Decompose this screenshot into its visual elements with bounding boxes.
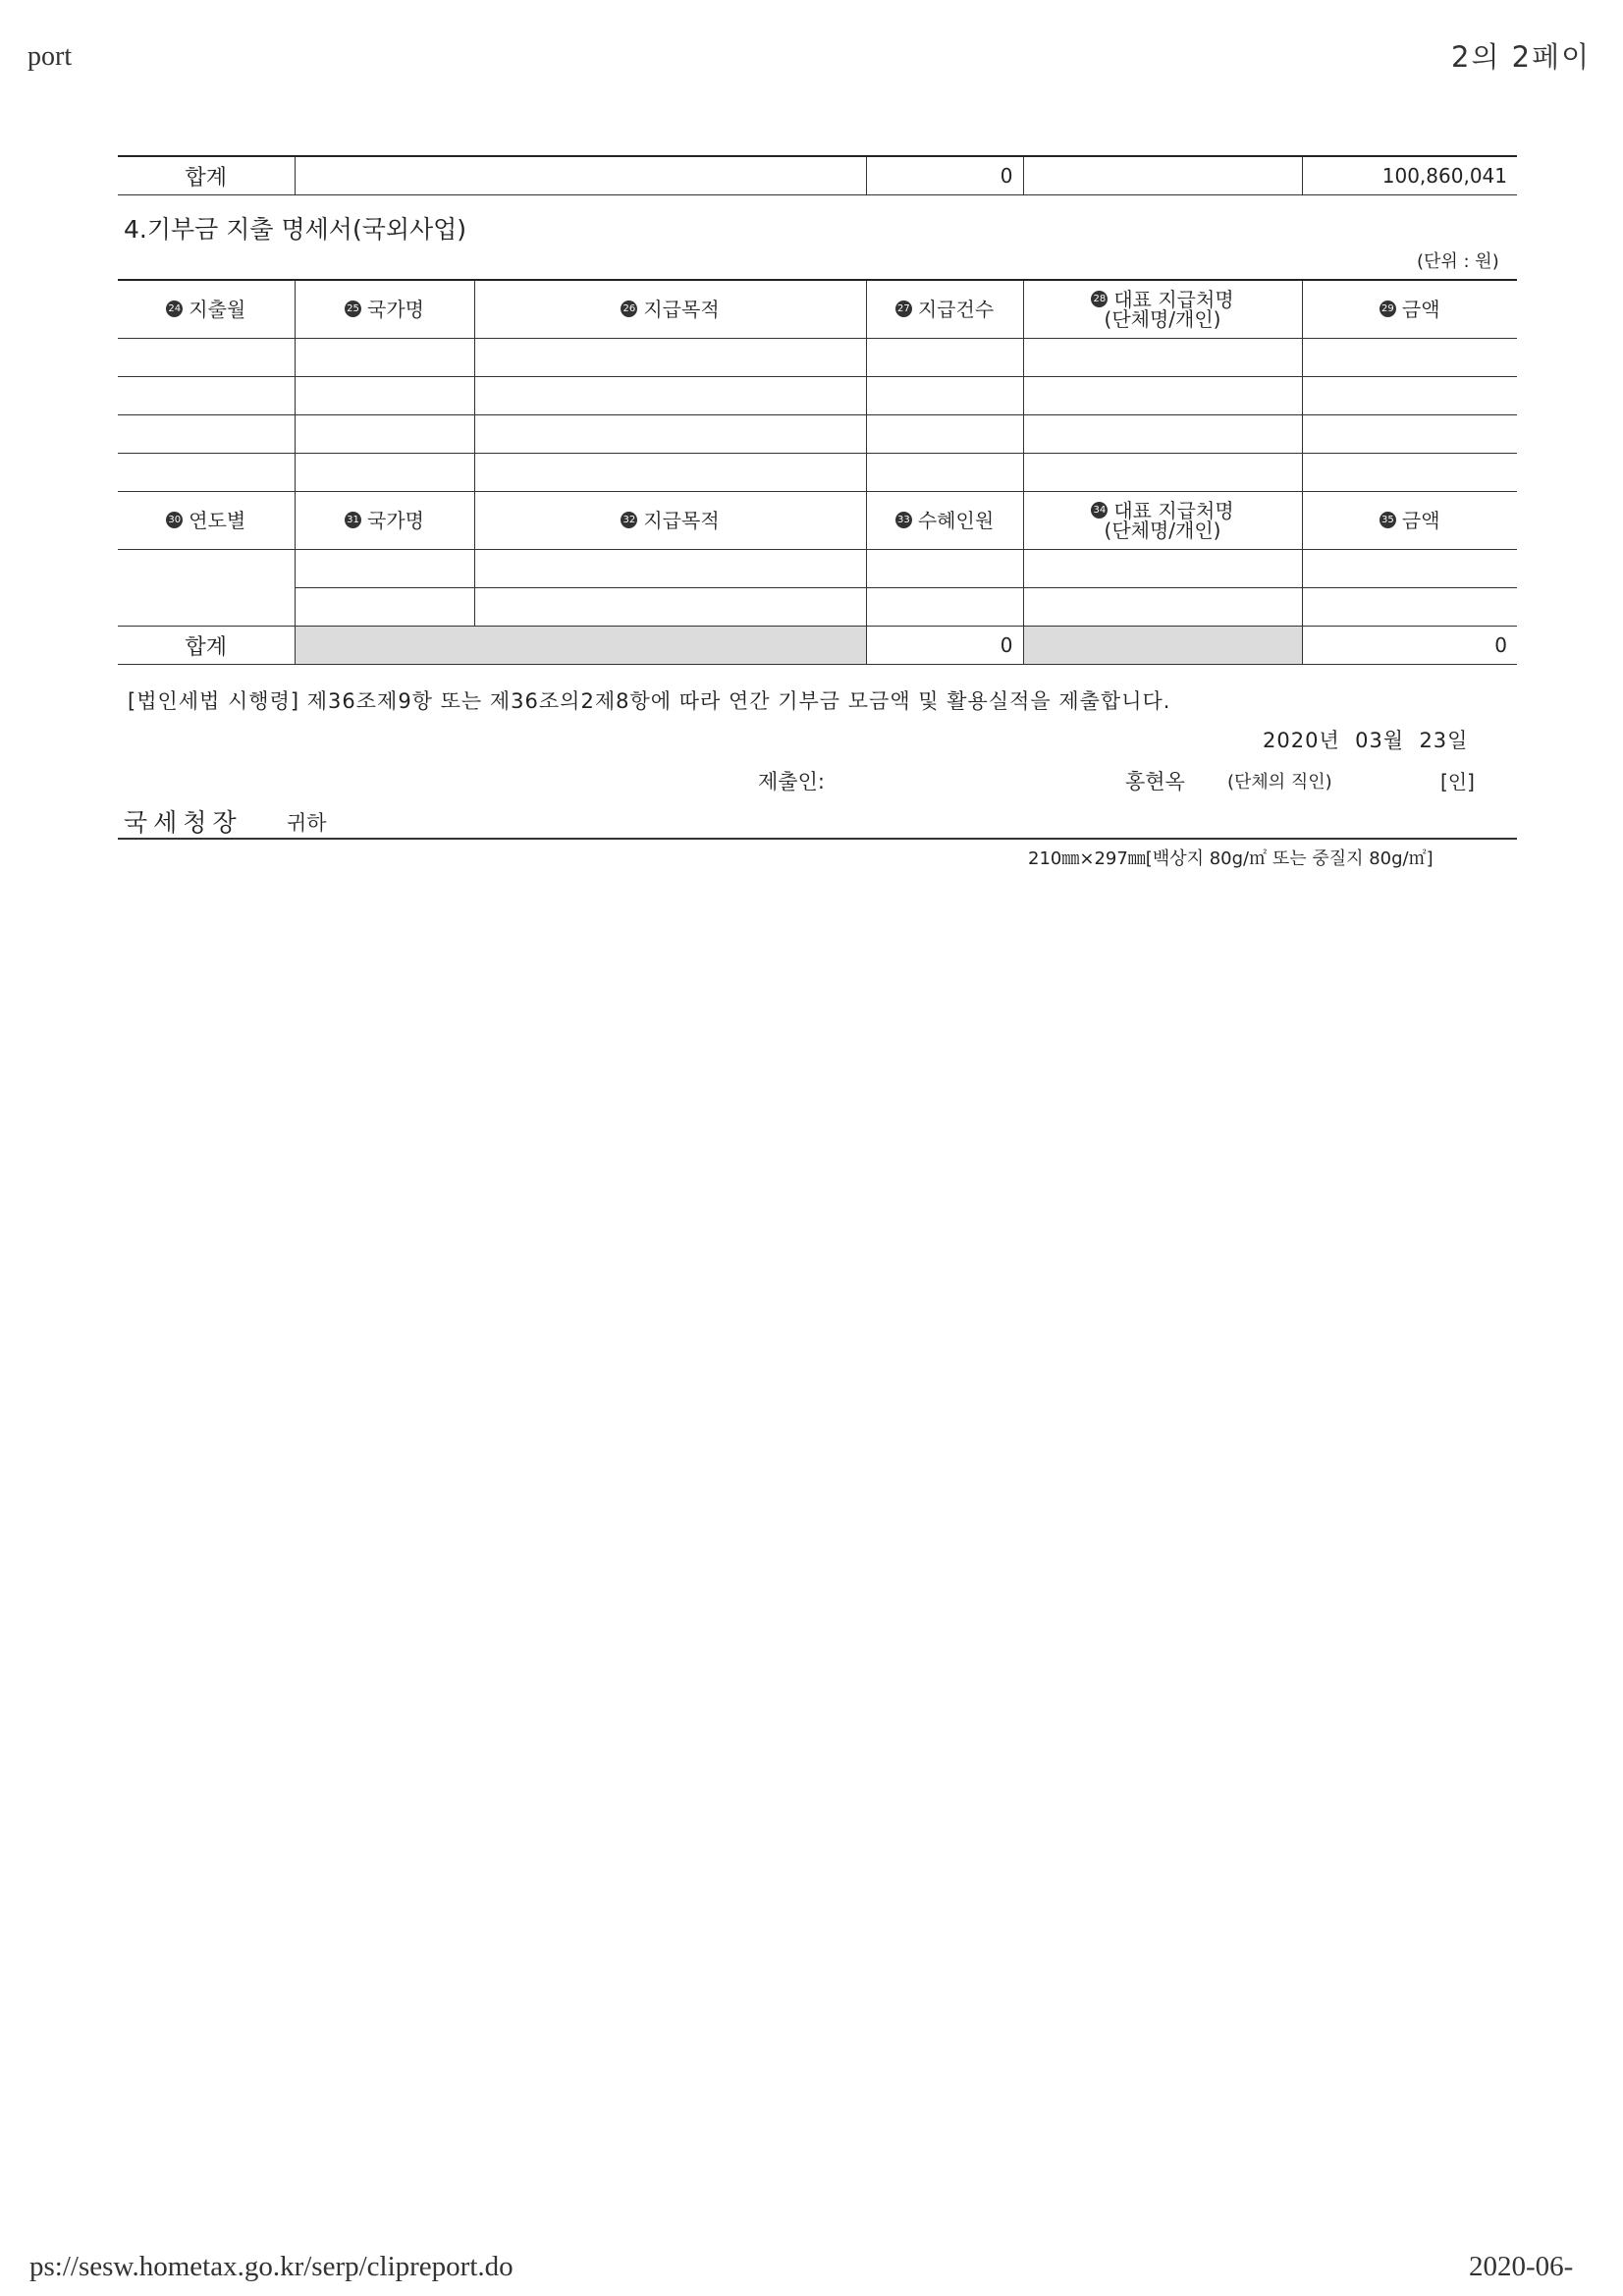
header-cell: 33 수혜인원 [866,492,1023,550]
submitter-position: (단체의 직인) [1227,772,1332,793]
declaration-text: [법인세법 시행령] 제36조제9항 또는 제36조의2제8항에 따라 연간 기부금 모금액 및 활용실적을 제출합니다. [128,689,1171,713]
header-cell: 25 국가명 [295,280,474,339]
header-cell: 28 대표 지급처명 (단체명/개인) [1023,280,1302,339]
footer-date: 2020-06- [1469,2251,1574,2282]
footer-url: ps://sesw.hometax.go.kr/serp/clipreport.do [29,2251,514,2282]
header-cell: 26 지급목적 [474,280,866,339]
header-cell: 24 지출월 [118,280,295,339]
section-title: 4.기부금 지출 명세서(국외사업) [124,215,467,244]
table-row [118,588,1517,627]
header-cell: 34 대표 지급처명 (단체명/개인) [1023,492,1302,550]
top-total-table [118,155,1517,195]
paper-spec: 210㎜×297㎜[백상지 80g/㎡ 또는 중질지 80g/㎡] [1028,848,1434,869]
header-cell: 35 금액 [1302,492,1517,550]
section-total-label: 합계 [118,627,295,665]
unit-label: (단위 : 원) [1417,251,1499,272]
circled-number: 29 [1380,301,1396,317]
table-row [118,550,1517,588]
table-row [118,339,1517,377]
section-total-count: 0 [866,627,1023,665]
page-indicator: 2의 2페이 [1451,40,1592,74]
submitter-label: 제출인: [758,770,825,793]
total-purpose-cell [295,156,866,195]
submitter-name: 홍현옥 [1125,770,1185,793]
header-row-1 [118,280,1517,339]
header-cell: 32 지급목적 [474,492,866,550]
total-recipient-cell [1023,156,1302,195]
shaded-cell [1023,627,1302,665]
circled-number: 27 [895,301,912,317]
circled-number: 28 [1091,291,1108,307]
total-count: 0 [866,156,1023,195]
shaded-cell [295,627,866,665]
header-app-name: port [27,41,73,72]
circled-number: 33 [895,512,912,528]
total-amount: 100,860,041 [1302,156,1517,195]
addressee-suffix: 귀하 [287,811,327,835]
circled-number: 32 [621,512,637,528]
submission-date: 2020년 03월 23일 [1263,729,1469,752]
section-total-amount: 0 [1302,627,1517,665]
circled-number: 34 [1091,502,1108,519]
circled-number: 30 [166,512,183,528]
table-row [118,156,1517,195]
table-row [118,377,1517,415]
total-label: 합계 [118,156,295,195]
addressee-name: 국세청장 [124,808,243,837]
section-total-row [118,627,1517,665]
divider [118,838,1517,840]
circled-number: 31 [345,512,361,528]
circled-number: 35 [1380,512,1396,528]
overseas-expense-table [118,279,1517,665]
header-cell: 27 지급건수 [866,280,1023,339]
header-row-2 [118,492,1517,550]
circled-number: 25 [345,301,361,317]
table-row [118,415,1517,454]
header-cell: 31 국가명 [295,492,474,550]
table-row [118,454,1517,492]
circled-number: 26 [621,301,637,317]
header-cell: 29 금액 [1302,280,1517,339]
seal-mark: [인] [1440,770,1475,793]
circled-number: 24 [166,301,183,317]
header-cell: 30 연도별 [118,492,295,550]
